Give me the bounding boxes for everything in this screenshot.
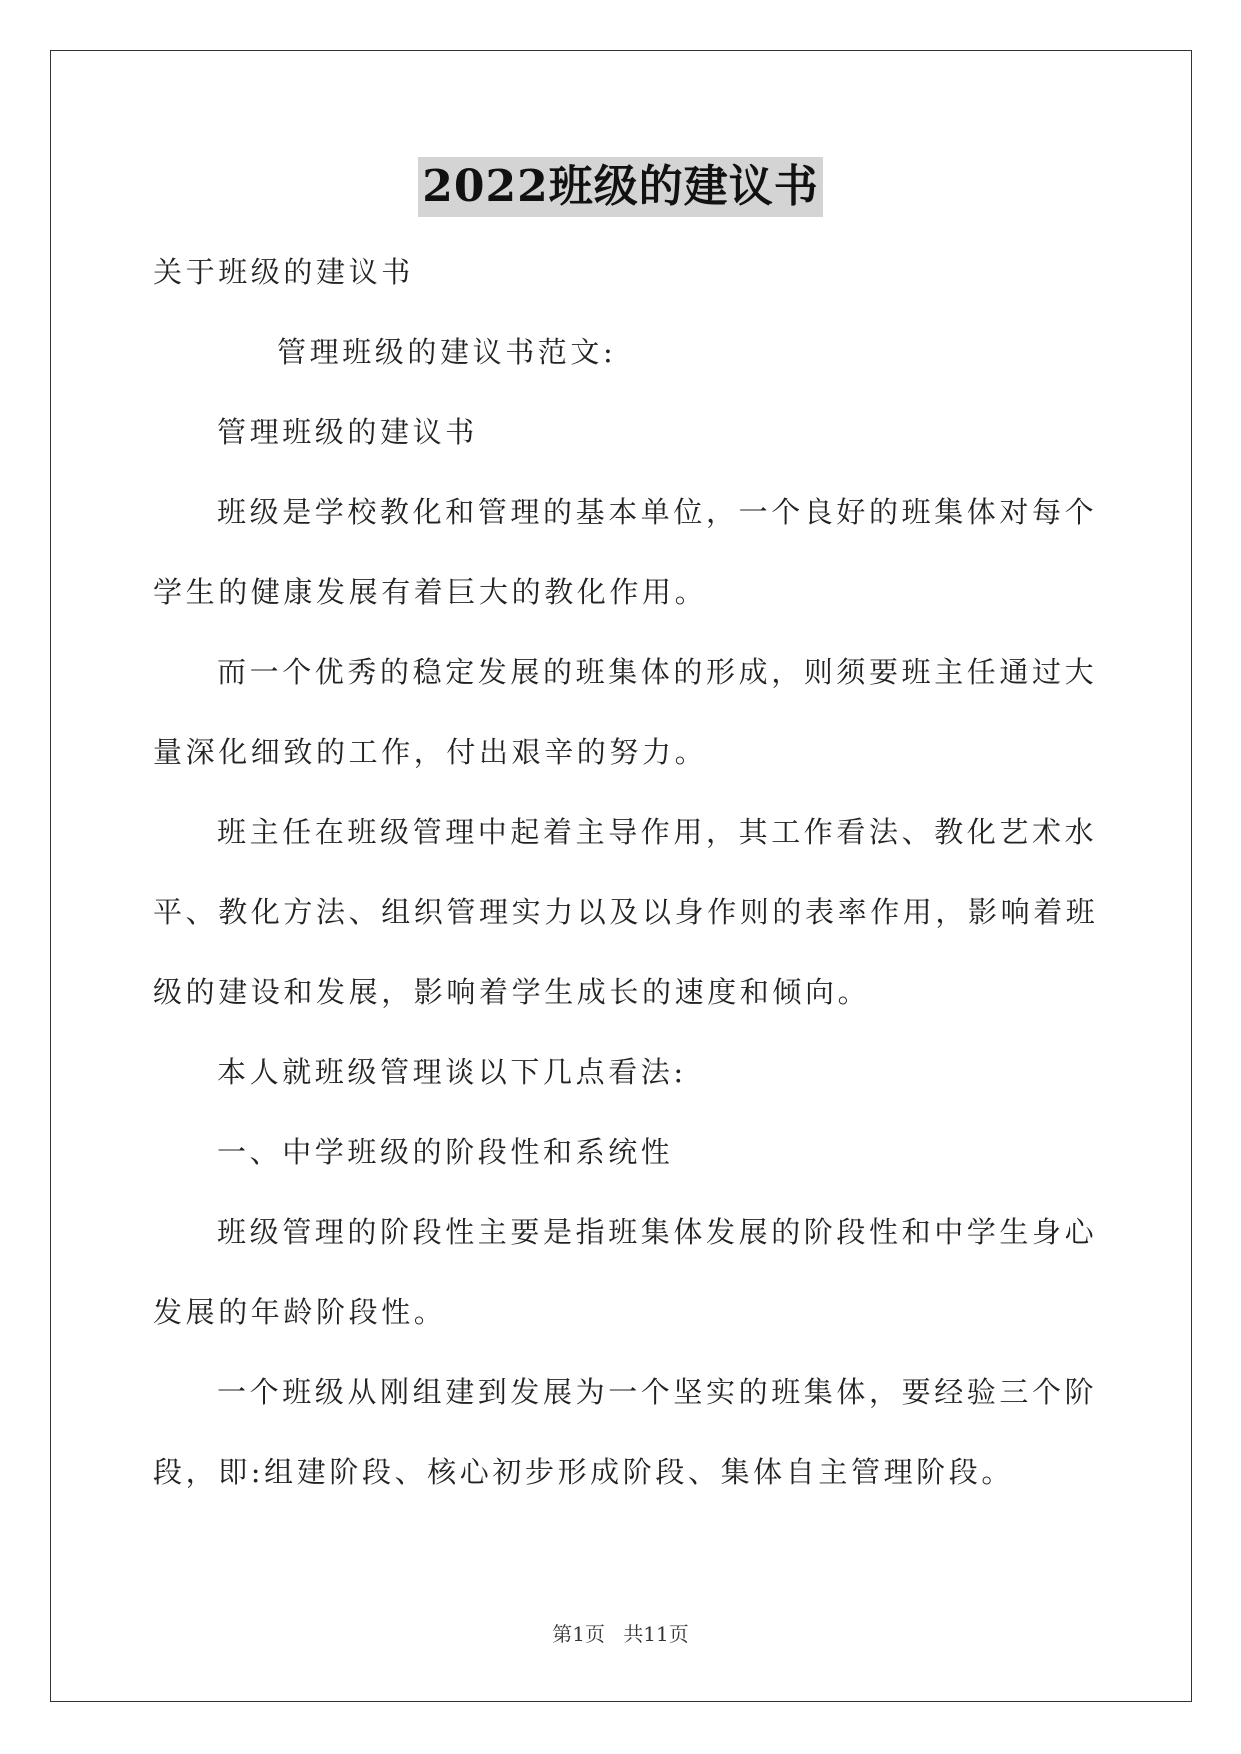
page-footer <box>0 1618 1241 1647</box>
document-body <box>153 232 1113 1512</box>
paragraph: 而一个优秀的稳定发展的班集体的形成，则须要班主任通过大量深化细致的工作，付出艰辛的努力。 <box>153 655 1098 769</box>
paragraph: 一、中学班级的阶段性和系统性 <box>217 1135 674 1169</box>
page-number: 第1页 <box>552 1622 605 1646</box>
paragraph: 管理班级的建议书范文: <box>277 335 617 369</box>
title-area <box>0 157 1241 217</box>
document-title: 2022班级的建议书 <box>418 157 822 217</box>
page-total: 共11页 <box>623 1622 689 1646</box>
paragraph: 班级是学校教化和管理的基本单位，一个良好的班集体对每个学生的健康发展有着巨大的教化作用。 <box>153 495 1098 609</box>
paragraph: 班级管理的阶段性主要是指班集体发展的阶段性和中学生身心发展的年龄阶段性。 <box>153 1215 1098 1329</box>
paragraph: 一个班级从刚组建到发展为一个坚实的班集体，要经验三个阶段，即:组建阶段、核心初步形成阶段、集体自主管理阶段。 <box>153 1375 1098 1489</box>
paragraph: 班主任在班级管理中起着主导作用，其工作看法、教化艺术水平、教化方法、组织管理实力以及以身作则的表率作用，影响着班级的建设和发展，影响着学生成长的速度和倾向。 <box>153 815 1099 1009</box>
paragraph: 管理班级的建议书 <box>217 415 478 449</box>
paragraph: 本人就班级管理谈以下几点看法: <box>217 1055 687 1089</box>
paragraph: 关于班级的建议书 <box>153 255 414 289</box>
